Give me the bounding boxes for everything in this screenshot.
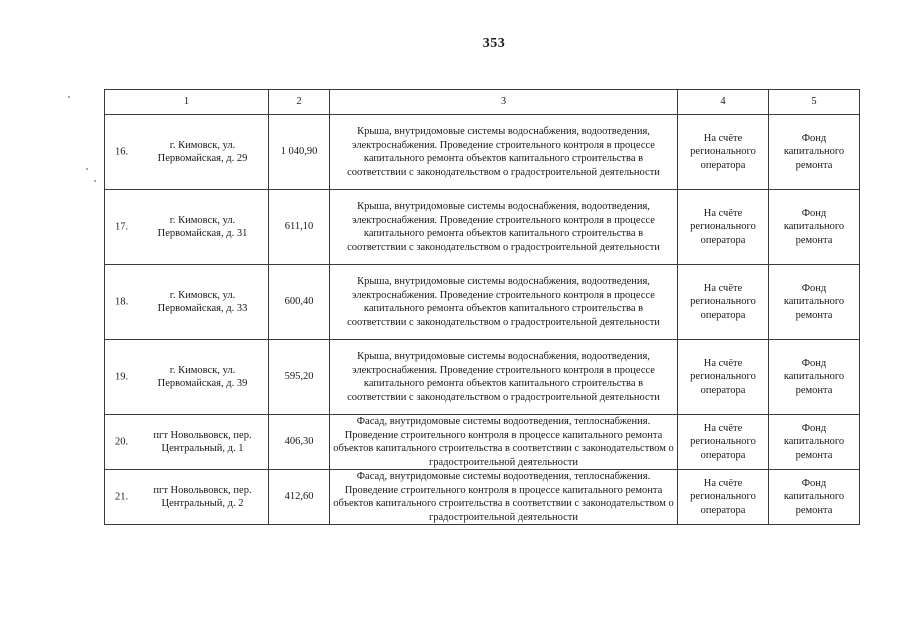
funding-source-cell: Фонд капитального ремонта xyxy=(769,470,860,525)
address-text: пгт Новольвовск, пер. Центральный, д. 1 xyxy=(153,429,252,454)
table-row xyxy=(105,470,860,525)
page-number: 353 xyxy=(482,36,506,51)
row-number: 16. xyxy=(115,146,129,158)
table-header-row xyxy=(105,90,860,115)
area-cell: 406,30 xyxy=(269,415,330,470)
column-number-2: 2 xyxy=(269,90,330,115)
address-cell xyxy=(105,340,269,415)
row-number: 18. xyxy=(115,296,129,308)
table-row xyxy=(105,265,860,340)
funding-source-cell: Фонд капитального ремонта xyxy=(769,415,860,470)
table-row xyxy=(105,415,860,470)
works-cell: Крыша, внутридомовые системы водоснабжения, водоотведения, электроснабжения. Проведение строительного контроля в процессе капитального ремонта объектов капитального строительства в соответствии с законодательством о градостроительной деятельности xyxy=(330,340,678,415)
table-row xyxy=(105,190,860,265)
table-row xyxy=(105,115,860,190)
address-text: г. Кимовск, ул. Первомайская, д. 33 xyxy=(157,289,248,314)
account-cell: На счёте регионального оператора xyxy=(678,415,769,470)
area-cell: 412,60 xyxy=(269,470,330,525)
table-row xyxy=(105,340,860,415)
works-cell: Крыша, внутридомовые системы водоснабжения, водоотведения, электроснабжения. Проведение строительного контроля в процессе капитального ремонта объектов капитального строительства в соответствии с законодательством о градостроительной деятельности xyxy=(330,115,678,190)
account-cell: На счёте регионального оператора xyxy=(678,265,769,340)
address-text: пгт Новольвовск, пер. Центральный, д. 2 xyxy=(153,484,252,509)
account-cell: На счёте регионального оператора xyxy=(678,340,769,415)
funding-source-cell: Фонд капитального ремонта xyxy=(769,115,860,190)
scan-speck xyxy=(94,180,96,182)
account-cell: На счёте регионального оператора xyxy=(678,115,769,190)
column-number-1: 1 xyxy=(105,90,269,115)
account-cell: На счёте регионального оператора xyxy=(678,470,769,525)
funding-source-cell: Фонд капитального ремонта xyxy=(769,190,860,265)
address-cell xyxy=(105,265,269,340)
account-cell: На счёте регионального оператора xyxy=(678,190,769,265)
address-cell xyxy=(105,190,269,265)
address-text: г. Кимовск, ул. Первомайская, д. 29 xyxy=(157,139,248,164)
repair-works-table xyxy=(104,89,860,525)
address-cell xyxy=(105,415,269,470)
area-cell: 611,10 xyxy=(269,190,330,265)
column-number-4: 4 xyxy=(678,90,769,115)
row-number: 21. xyxy=(115,491,129,503)
works-cell: Крыша, внутридомовые системы водоснабжения, водоотведения, электроснабжения. Проведение строительного контроля в процессе капитального ремонта объектов капитального строительства в соответствии с законодательством о градостроительной деятельности xyxy=(330,265,678,340)
funding-source-cell: Фонд капитального ремонта xyxy=(769,265,860,340)
row-number: 19. xyxy=(115,371,129,383)
address-text: г. Кимовск, ул. Первомайская, д. 39 xyxy=(157,364,248,389)
area-cell: 600,40 xyxy=(269,265,330,340)
scan-speck xyxy=(86,168,88,170)
funding-source-cell: Фонд капитального ремонта xyxy=(769,340,860,415)
column-number-3: 3 xyxy=(330,90,678,115)
row-number: 20. xyxy=(115,436,129,448)
works-cell: Фасад, внутридомовые системы водоотведения, теплоснабжения. Проведение строительного контроля в процессе капитального ремонта объектов капитального строительства в соответствии с законодательством о градостроительной деятельности xyxy=(330,415,678,470)
column-number-5: 5 xyxy=(769,90,860,115)
address-text: г. Кимовск, ул. Первомайская, д. 31 xyxy=(157,214,248,239)
row-number: 17. xyxy=(115,221,129,233)
address-cell xyxy=(105,470,269,525)
works-cell: Фасад, внутридомовые системы водоотведения, теплоснабжения. Проведение строительного контроля в процессе капитального ремонта объектов капитального строительства в соответствии с законодательством о градостроительной деятельности xyxy=(330,470,678,525)
area-cell: 1 040,90 xyxy=(269,115,330,190)
scan-speck xyxy=(68,96,70,98)
works-cell: Крыша, внутридомовые системы водоснабжения, водоотведения, электроснабжения. Проведение строительного контроля в процессе капитального ремонта объектов капитального строительства в соответствии с законодательством о градостроительной деятельности xyxy=(330,190,678,265)
address-cell xyxy=(105,115,269,190)
area-cell: 595,20 xyxy=(269,340,330,415)
